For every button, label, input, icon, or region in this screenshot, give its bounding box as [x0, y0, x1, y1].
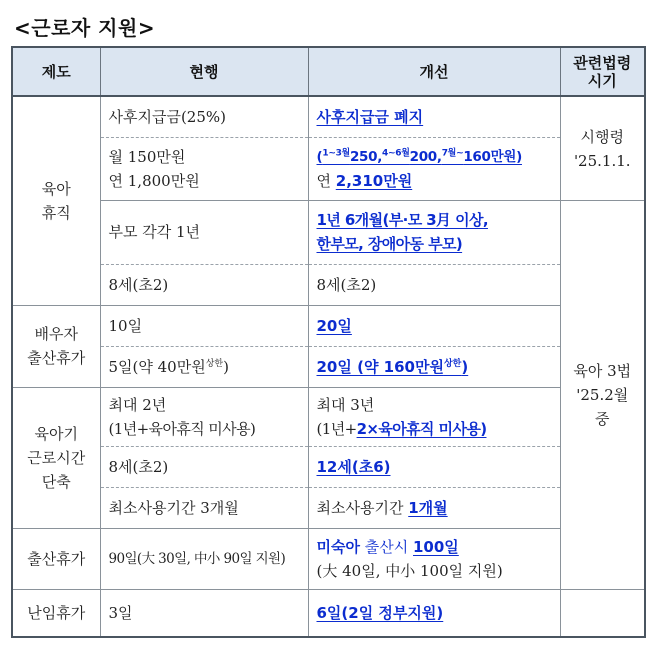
- table-row: [12, 137, 645, 201]
- table-row: [12, 305, 645, 346]
- improvement-cell: 8세(초2): [308, 264, 560, 305]
- header-current: 현행: [100, 47, 308, 96]
- improvement-highlight: 6일(2일 정부지원): [316, 604, 444, 623]
- table-row: [12, 387, 645, 446]
- category-label: 단축: [41, 472, 71, 491]
- current-line: (1년+육아휴직 미사용): [108, 419, 256, 438]
- current-cell: 최소사용기간 3개월: [100, 487, 308, 528]
- law-label: 시행령: [580, 127, 624, 146]
- current-line: 최대 2년: [108, 395, 167, 414]
- improvement-cell: [308, 305, 560, 346]
- table-row: [12, 446, 645, 487]
- table-row: [12, 201, 645, 265]
- improvement-cell: [308, 590, 560, 637]
- law-cell-reform: [560, 201, 645, 590]
- improvement-line: 한부모, 장애아동 부모): [316, 235, 463, 254]
- current-cell: 8세(초2): [100, 264, 308, 305]
- improvement-cell: [308, 528, 560, 589]
- current-cell: 사후지급금(25%): [100, 96, 308, 137]
- section-title: <근로자 지원>: [14, 16, 156, 40]
- table-row: [12, 528, 645, 589]
- improvement-cell: [308, 96, 560, 137]
- current-cell: 10일: [100, 305, 308, 346]
- header-law-timing: [560, 47, 645, 96]
- category-label: 근로시간: [27, 448, 86, 467]
- improvement-highlight: 사후지급금 폐지: [316, 107, 424, 126]
- current-line: 연 1,800만원: [108, 171, 200, 190]
- improvement-cell: [308, 387, 560, 446]
- policy-table-wrap: [11, 46, 644, 638]
- category-childcare-leave: [12, 96, 100, 305]
- improvement-line: 연 2,310만원: [316, 172, 413, 191]
- improvement-line: (1년+2×육아휴직 미사용): [316, 419, 487, 438]
- table-header-row: [12, 47, 645, 96]
- table-row: [12, 264, 645, 305]
- improvement-cell: 최소사용기간 1개월: [308, 487, 560, 528]
- improvement-highlight: 12세(초6): [316, 457, 391, 476]
- improvement-line: (大 40일, 中小 100일 지원): [316, 562, 503, 581]
- category-label: 출산휴가: [27, 349, 86, 368]
- improvement-cell: [308, 446, 560, 487]
- table-row: [12, 346, 645, 387]
- category-reduced-hours: [12, 387, 100, 528]
- category-infertility-leave: 난임휴가: [12, 590, 100, 637]
- current-cell: 부모 각각 1년: [100, 201, 308, 265]
- table-row: [12, 590, 645, 637]
- policy-comparison-table: [11, 46, 646, 638]
- category-label: 휴직: [41, 203, 71, 222]
- improvement-line: 최대 3년: [316, 395, 375, 414]
- law-cell-childcare: [560, 96, 645, 200]
- table-row: [12, 96, 645, 137]
- header-system: 제도: [12, 47, 100, 96]
- current-cell: [100, 137, 308, 201]
- improvement-line: ($^{1\sim 3월}$250,$^{4\sim 6월}$200,$^{7월\sim}$160만원): [316, 148, 522, 166]
- category-label: 육아기: [34, 424, 78, 443]
- current-line: 월 150만원: [108, 147, 186, 166]
- current-cell: [100, 387, 308, 446]
- improvement-line: 미숙아 출산시 100일: [316, 538, 459, 557]
- improvement-line: 1년 6개월(부·모 3月 이상,: [316, 211, 488, 230]
- law-label: 육아 3법: [573, 362, 632, 381]
- table-row: [12, 487, 645, 528]
- current-cell: 3일: [100, 590, 308, 637]
- law-date: '25.2월 중: [576, 386, 629, 429]
- header-law-label: 관련법령: [573, 53, 632, 72]
- improvement-cell: [308, 137, 560, 201]
- category-label: 배우자: [34, 325, 78, 344]
- improvement-cell: [308, 201, 560, 265]
- current-cell: 8세(초2): [100, 446, 308, 487]
- category-maternity-leave: 출산휴가: [12, 528, 100, 589]
- category-label: 육아: [41, 179, 71, 198]
- current-cell: 90일(大 30일, 中小 90일 지원): [100, 528, 308, 589]
- improvement-highlight: 20일: [316, 316, 352, 335]
- improvement-cell: 20일 (약 160만원$^{상한}$): [308, 346, 560, 387]
- current-cell: 5일(약 40만원$^{상한}$): [100, 346, 308, 387]
- category-spouse-leave: [12, 305, 100, 387]
- header-timing-label: 시기: [587, 71, 617, 90]
- law-date: '25.1.1.: [573, 151, 631, 170]
- header-improvement: 개선: [308, 47, 560, 96]
